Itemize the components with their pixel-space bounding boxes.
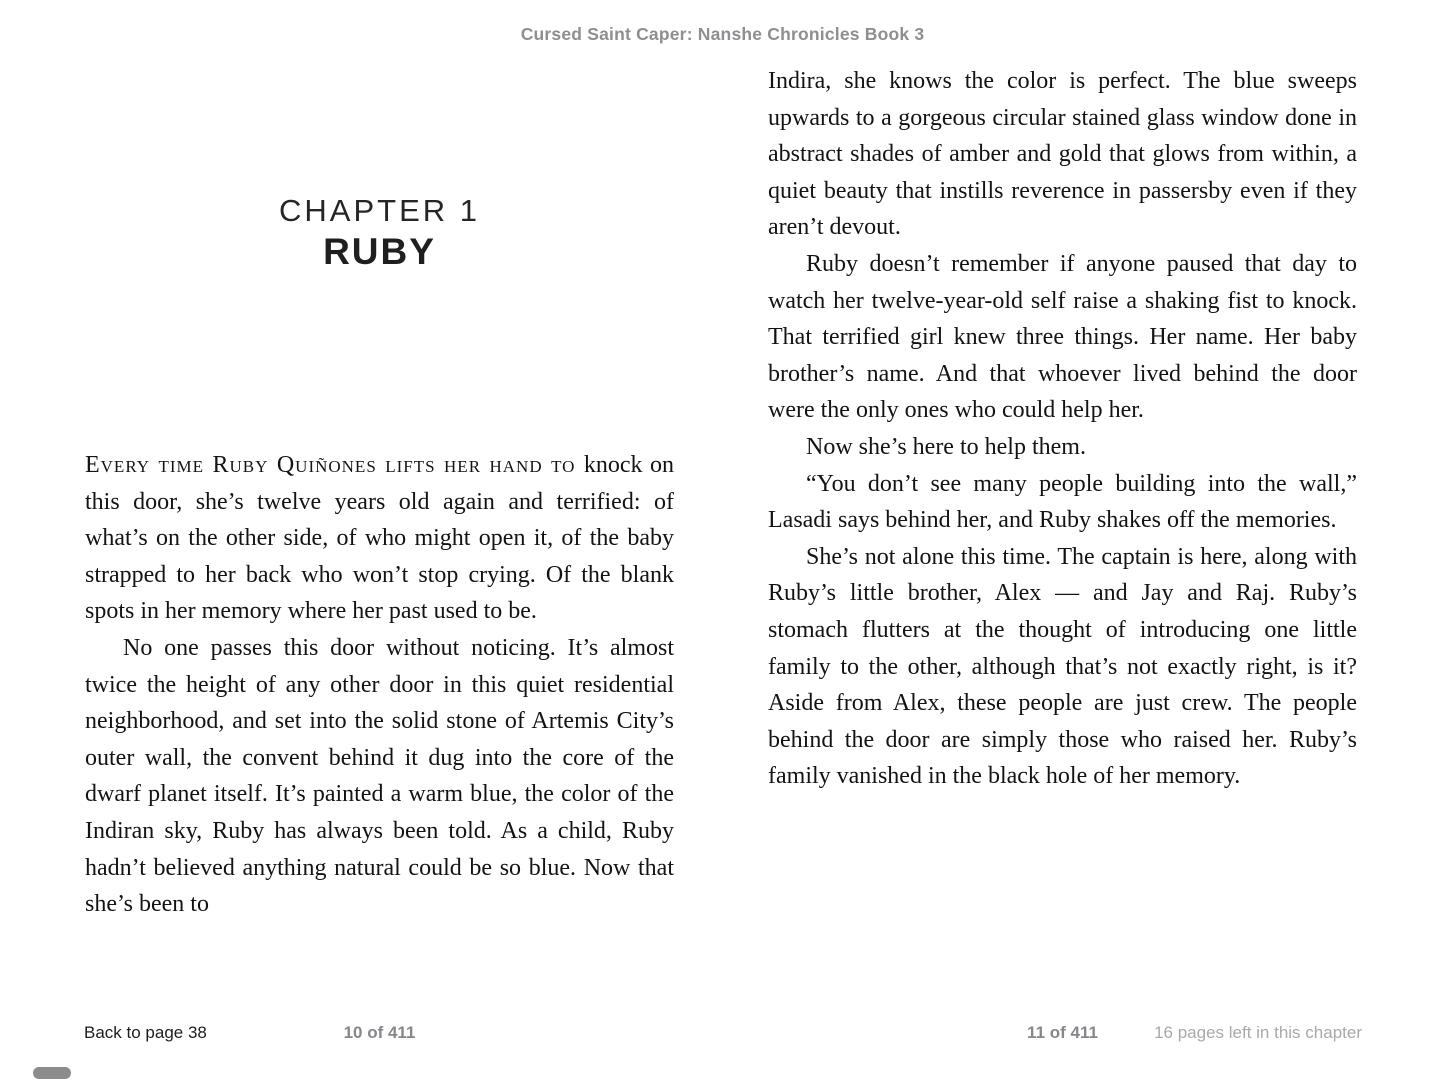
- left-page: [85, 0, 674, 1085]
- left-page-number: 10 of 411: [343, 1023, 416, 1042]
- right-page-number: 11 of 411: [1027, 1023, 1098, 1042]
- book-title: Cursed Saint Caper: Nanshe Chronicles Book 3: [520, 24, 925, 44]
- chapter-number: CHAPTER 1: [279, 193, 480, 228]
- body-paragraph: No one passes this door without noticing. It’s almost twice the height of any other door in this quiet residential neighborhood, and set into the solid stone of Artemis City’s outer wall, the convent behind it dug into the core of the dwarf planet itself. It’s painted a warm blue, the color of the Indiran sky, Ruby has always been told. As a child, Ruby hadn’t believed anything natural could be so blue. Now that she’s been to: [85, 634, 674, 918]
- right-page: [768, 0, 1357, 1085]
- body-paragraph: Ruby doesn’t remember if anyone paused that day to watch her twelve-year-old self raise a shaking fist to knock. That terrified girl knew three things. Her name. Her baby brother’s name. And that whoever lived behind the door were the only ones who could help her.: [768, 250, 1357, 424]
- body-paragraph: Indira, she knows the color is perfect. The blue sweeps upwards to a gorgeous circular stained glass window done in abstract shades of amber and gold that glows from within, a quiet beauty that instills reverence in passersby even if they aren’t devout.: [768, 68, 1357, 241]
- chapter-heading: [85, 193, 674, 275]
- body-paragraph: Every time Ruby Quiñones lifts her hand to knock on this door, she’s twelve years old again and terrified: of what’s on the other side, of who might open it, of the baby strapped to her back who won’t stop crying. Of the blank spots in her memory where her past used to be.: [85, 452, 675, 625]
- back-to-page-link[interactable]: Back to page 38: [84, 1023, 207, 1042]
- small-caps-lead: Every time Ruby Quiñones lifts her hand to: [85, 452, 584, 478]
- body-paragraph: Now she’s here to help them.: [806, 433, 1086, 460]
- right-page-text: [768, 0, 1357, 795]
- body-paragraph: She’s not alone this time. The captain is here, along with Ruby’s little brother, Alex — and Jay and Raj. Ruby’s stomach flutters at the thought of introducing one little family to the other, although that’s not exactly right, is it? Aside from Alex, these people are just crew. The people behind the door are simply those who raised her. Ruby’s family vanished in the black hole of her memory.: [768, 543, 1357, 790]
- pages-left-label: 16 pages left in this chapter: [1154, 1023, 1362, 1042]
- drag-handle[interactable]: [33, 1067, 71, 1079]
- body-paragraph: “You don’t see many people building into the wall,” Lasadi says behind her, and Ruby shakes off the memories.: [768, 470, 1357, 534]
- chapter-title: RUBY: [323, 231, 436, 272]
- footer: [0, 1022, 1445, 1046]
- left-page-text: [85, 447, 674, 923]
